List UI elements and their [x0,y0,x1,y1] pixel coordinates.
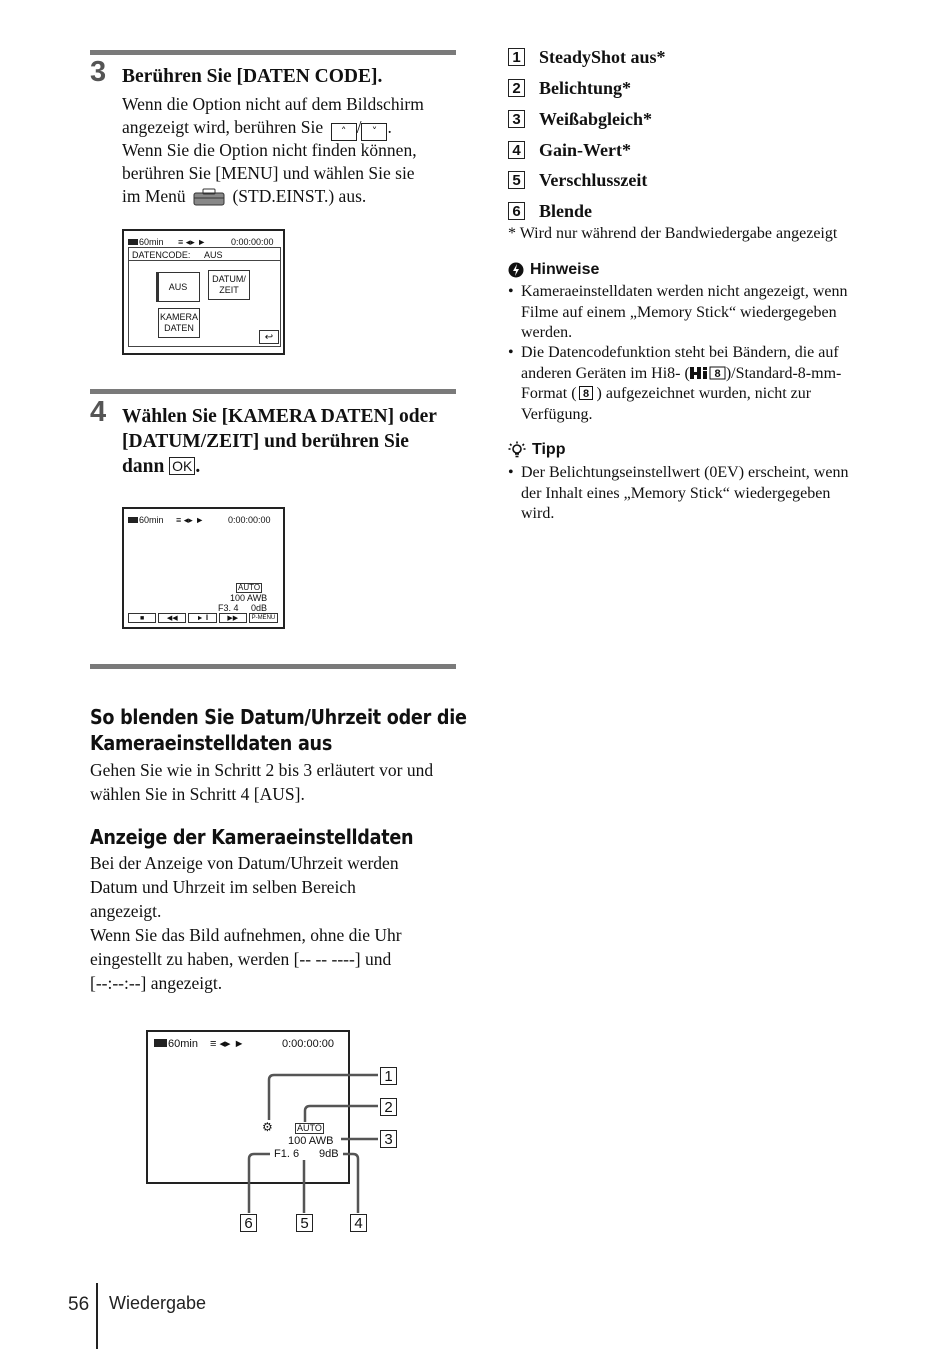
battery-status: 60min [154,1039,198,1049]
warning-icon [508,262,524,278]
p-menu-button[interactable]: P-MENU [249,613,278,623]
section2-line-4: Wenn Sie das Bild aufnehmen, ohne die Uhr [90,925,402,945]
ok-button: OK [169,457,195,475]
menu-label: DATENCODE: [132,250,191,260]
legend-item-6: 6 Blende [508,200,592,222]
stop-button[interactable]: ■ [128,613,156,623]
section2-line-1: Bei der Anzeige von Datum/Uhrzeit werden [90,853,399,873]
section2-line-5: eingestellt zu haben, werden [-- -- ----] und [90,949,392,969]
hinweise-bullet-1: • Kameraeinstelldaten werden nicht angezeigt, wenn Filme auf einem „Memory Stick“ wiedergegeben werden. [508,283,848,341]
tape-icons: ≡ ◂▸ ► [210,1038,245,1050]
fast-forward-button[interactable]: ▶▶ [219,613,247,623]
step-4-number: 4 [90,396,107,428]
hinweise-bullet-2: • Die Datencodefunktion steht bei Bändern, die auf anderen Geräten im Hi8- ( 8 )/Standard-8-mm- Format ( 8 ) aufgezeichnet wurden, nicht zur Verfügung. [508,344,842,423]
battery-status: 60min [128,515,164,525]
legend-item-5: 5 Verschlusszeit [508,169,647,191]
section2-line-3: angezeigt. [90,901,162,921]
scroll-up-icon: ˄ [331,123,357,141]
datum-zeit-button[interactable]: DATUM/ ZEIT [208,270,250,300]
legend-item-1: 1 SteadyShot aus* [508,46,666,68]
step-3-title: Berühren Sie [DATEN CODE]. [122,66,383,87]
section1-text-2: wählen Sie in Schritt 4 [AUS]. [90,784,305,804]
tape-icons: ≡ ◂▸ ► [176,515,205,525]
legend-item-2: 2 Belichtung* [508,77,631,99]
hi8-logo-icon [690,366,726,380]
section-heading-1: So blenden Sie Datum/Uhrzeit oder die Kameraeinstelldaten aus [90,705,467,755]
iso-awb: 100 AWB [230,593,268,603]
kamera-daten-button[interactable]: KAMERA DATEN [158,308,200,338]
callout-1: 1 [380,1067,397,1085]
auto-badge: AUTO [297,1123,322,1133]
timecode: 0:00:00:00 [282,1038,334,1050]
tipp-bullet: • Der Belichtungseinstellwert (0EV) erscheint, wenn der Inhalt eines „Memory Stick“ wiedergegeben wird. [508,464,849,522]
lightbulb-icon [508,441,526,459]
step-3-text-1: Wenn die Option nicht auf dem Bildschirm [122,94,424,114]
callout-2: 2 [380,1098,397,1116]
auto-badge: AUTO [238,583,261,592]
menu-value: AUS [204,250,223,260]
svg-text:8: 8 [714,367,721,380]
play-pause-button[interactable]: ► ‖ [188,613,216,623]
aperture-value: F1. 6 [274,1148,300,1160]
step-3-number: 3 [90,56,107,88]
section-heading-2: Anzeige der Kameraeinstelldaten [90,825,414,849]
step-3-text-2: angezeigt wird, berühren Sie ˄ / ˅ . [122,116,392,141]
svg-text:8: 8 [582,388,589,400]
callout-3: 3 [380,1130,397,1148]
tipp-heading: Tipp [508,440,565,460]
gain-value: 9dB [319,1148,339,1160]
legend-item-4: 4 Gain-Wert* [508,139,631,161]
section2-line-2: Datum und Uhrzeit im selben Bereich [90,877,356,897]
rewind-button[interactable]: ◀◀ [158,613,186,623]
callout-4: 4 [350,1214,367,1232]
callout-5: 5 [296,1214,313,1232]
steadyshot-off-icon: ⚙ [262,1120,273,1134]
timecode: 0:00:00:00 [231,237,274,247]
aus-button[interactable]: AUS [156,272,200,302]
iso-awb: 100 AWB [288,1135,334,1147]
page-number: 56 [68,1294,90,1315]
footer-section: Wiedergabe [109,1293,207,1313]
battery-status: 60min [128,237,164,247]
footer-divider [96,1283,98,1349]
callout-6: 6 [240,1214,257,1232]
legend-item-3: 3 Weißabgleich* [508,108,652,130]
step-3-text-5: im Menü (STD.EINST.) aus. [122,186,367,206]
footnote: * Wird nur während der Bandwiedergabe angezeigt [508,225,838,242]
return-icon[interactable]: ↩ [259,330,279,344]
step-3-text-4: berühren Sie [MENU] und wählen Sie sie [122,163,415,183]
scroll-down-icon: ˅ [361,123,387,141]
section1-text-1: Gehen Sie wie in Schritt 2 bis 3 erläutert vor und [90,760,434,780]
tape-icons: ≡ ◂▸ ► [178,237,207,247]
step-4-title-1: Wählen Sie [KAMERA DATEN] oder [122,406,437,427]
timecode: 0:00:00:00 [228,515,271,525]
step-4-title-3: dann OK . [122,456,201,477]
hinweise-heading: Hinweise [508,260,599,280]
video8-logo-icon [579,386,593,400]
step-3-text-3: Wenn Sie die Option nicht finden können, [122,140,417,160]
step-4-title-2: [DATUM/ZEIT] und berühren Sie [122,431,409,452]
aperture-gain: F3. 4 0dB [218,603,268,613]
section2-line-6: [--:--:--] angezeigt. [90,973,223,993]
